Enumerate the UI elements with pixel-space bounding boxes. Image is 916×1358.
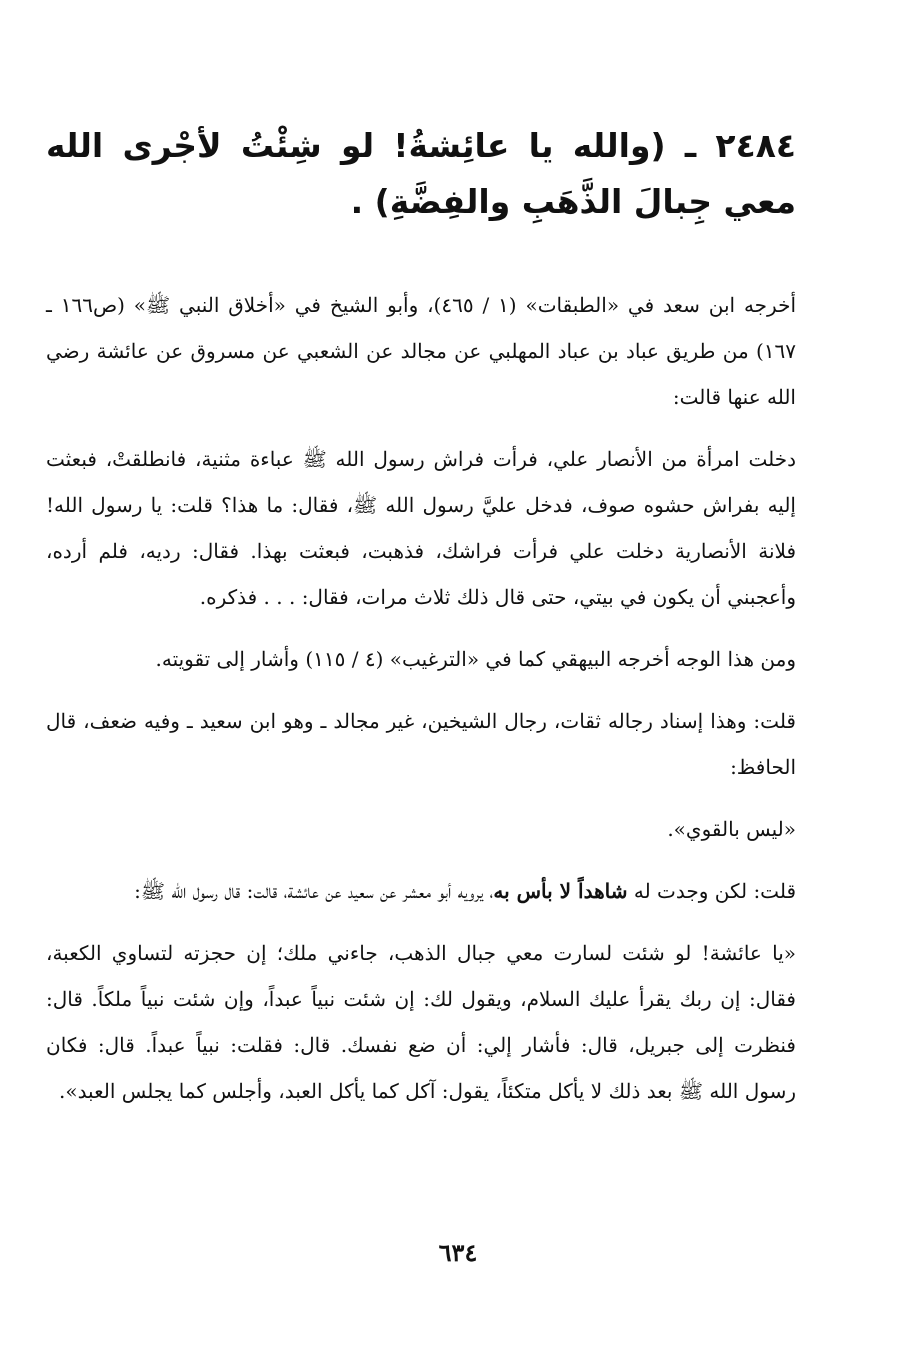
- hadith-heading: ٢٤٨٤ ـ (والله يا عائِشةُ! لو شِئْتُ لأجْرى الله معي جِبالَ الذَّهَبِ والفِضَّةِ) .: [46, 126, 796, 221]
- shahid-bold-phrase: شاهداً لا بأس به: [493, 879, 628, 903]
- isnad-paragraph: قلت: وهذا إسناد رجاله ثقات، رجال الشيخين، غير مجالد ـ وهو ابن سعيد ـ وفيه ضعف، قال الحافظ:: [46, 709, 796, 779]
- shahid-hadith-text: «يا عائشة! لو شئت لسارت معي جبال الذهب، جاءني ملك؛ إن حجزته لتساوي الكعبة، فقال: إن ربك يقرأ عليك السلام، ويقول لك: إن شئت نبياً عبداً، وإن شئت نبياً ملكاً. قال: فنظرت إلى جبريل، قال: فأشار إلي: أن ضع نفسك. قال: فقلت: نبياً عبداً. قال: فكان رسول الله ﷺ بعد ذلك لا يأكل متكئاً، يقول: آكل كما يأكل العبد، وأجلس كما يجلس العبد».: [46, 941, 796, 1103]
- shahid-intro: قلت: لكن وجدت له: [627, 879, 796, 903]
- hafiz-quote: «ليس بالقوي».: [667, 817, 796, 841]
- narration-paragraph: دخلت امرأة من الأنصار علي، فرأت فراش رسول الله ﷺ عباءة مثنية، فانطلقتْ، فبعثت إليه بفراش حشوه صوف، فدخل عليَّ رسول الله ﷺ، فقال: ما هذا؟ قلت: يا رسول الله! فلانة الأنصارية دخلت علي فرأت فراشك، فذهبت، فبعثت بهذا. فقال: رديه، فلم أرده، وأعجبني أن يكون في بيتي، حتى قال ذلك ثلاث مرات، فقال: . . . فذكره.: [46, 447, 796, 609]
- shahid-paragraph: [46, 868, 796, 914]
- bayhaqi-paragraph: ومن هذا الوجه أخرجه البيهقي كما في «الترغيب» (٤ / ١١٥) وأشار إلى تقويته.: [155, 647, 796, 671]
- takhrij-paragraph: أخرجه ابن سعد في «الطبقات» (١ / ٤٦٥)، وأبو الشيخ في «أخلاق النبي ﷺ» (ص١٦٦ ـ ١٦٧) من طريق عباد بن عباد المهلبي عن مجالد عن الشعبي عن مسروق عن عائشة رضي الله عنها قالت:: [46, 293, 797, 409]
- shahid-rest: ، يرويه أبو معشر عن سعيد عن عائشة، قالت: قال رسول الله ﷺ:: [134, 879, 494, 903]
- page-number: ٦٣٤: [438, 1238, 478, 1267]
